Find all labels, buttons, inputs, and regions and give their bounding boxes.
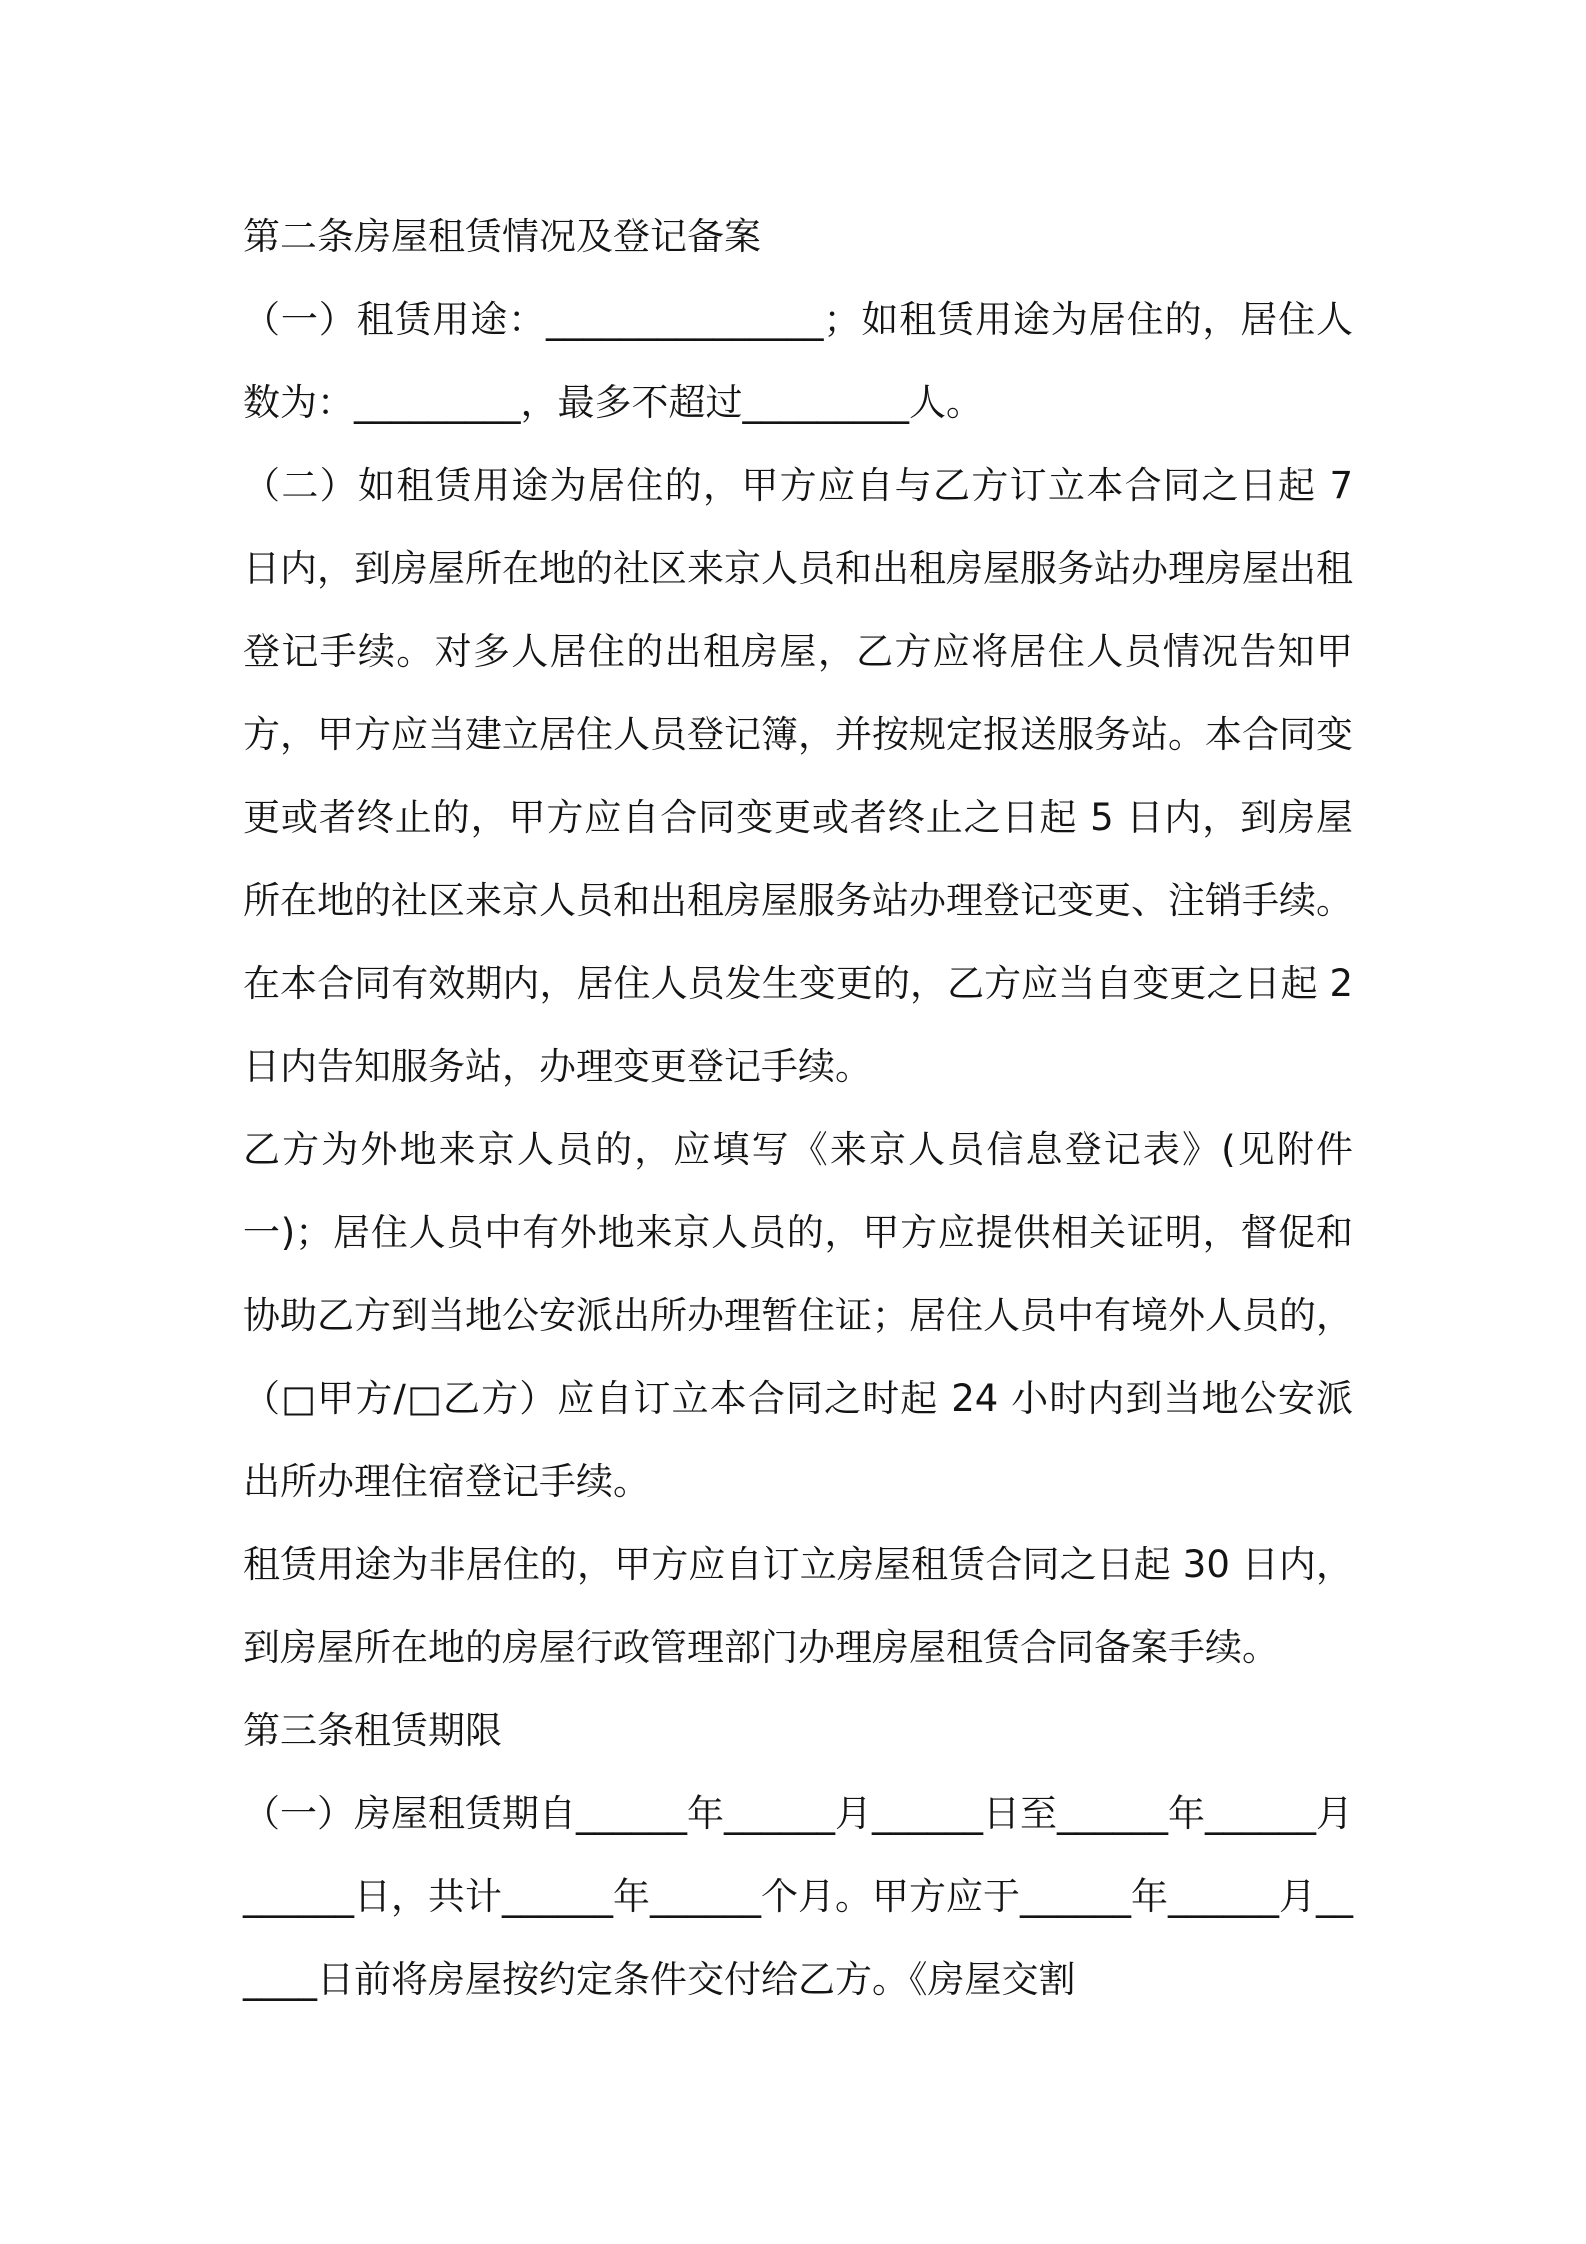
clause-2-2-registration: （二）如租赁用途为居住的，甲方应自与乙方订立本合同之日起 7 日内，到房屋所在地的社区来京人员和出租房屋服务站办理房屋出租登记手续。对多人居住的出租房屋，乙方应将居住人员情况告知甲方，甲方应当建立居住人员登记簿，并按规定报送服务站。本合同变更或者终止的，甲方应自合同变更或者终止之日起 5 日内，到房屋所在地的社区来京人员和出租房屋服务站办理登记变更、注销手续。在本合同有效期内，居住人员发生变更的，乙方应当自变更之日起 2 日内告知服务站，办理变更登记手续。 <box>243 464 1353 1088</box>
clause-3-1-lease-period: （一）房屋租赁期自______年______月______日至______年______月______日，共计______年______个月。甲方应于______年______月______日前将房屋按约定条件交付给乙方。《房屋交割 <box>243 1792 1353 2001</box>
clause-2-1-lease-purpose: （一）租赁用途：_______________；如租赁用途为居住的，居住人数为：_________，最多不超过_________人。 <box>243 298 1353 424</box>
clause-non-residential-filing: 租赁用途为非居住的，甲方应自订立房屋租赁合同之日起 30 日内，到房屋所在地的房屋行政管理部门办理房屋租赁合同备案手续。 <box>243 1543 1353 1669</box>
clause-outside-residents: 乙方为外地来京人员的，应填写《来京人员信息登记表》(见附件一)；居住人员中有外地来京人员的，甲方应提供相关证明，督促和协助乙方到当地公安派出所办理暂住证；居住人员中有境外人员的，（□甲方/□乙方）应自订立本合同之时起 24 小时内到当地公安派出所办理住宿登记手续。 <box>243 1128 1353 1503</box>
document-body <box>243 195 1353 2021</box>
article-3-heading: 第三条租赁期限 <box>243 1709 502 1752</box>
article-2-heading: 第二条房屋租赁情况及登记备案 <box>243 215 761 258</box>
